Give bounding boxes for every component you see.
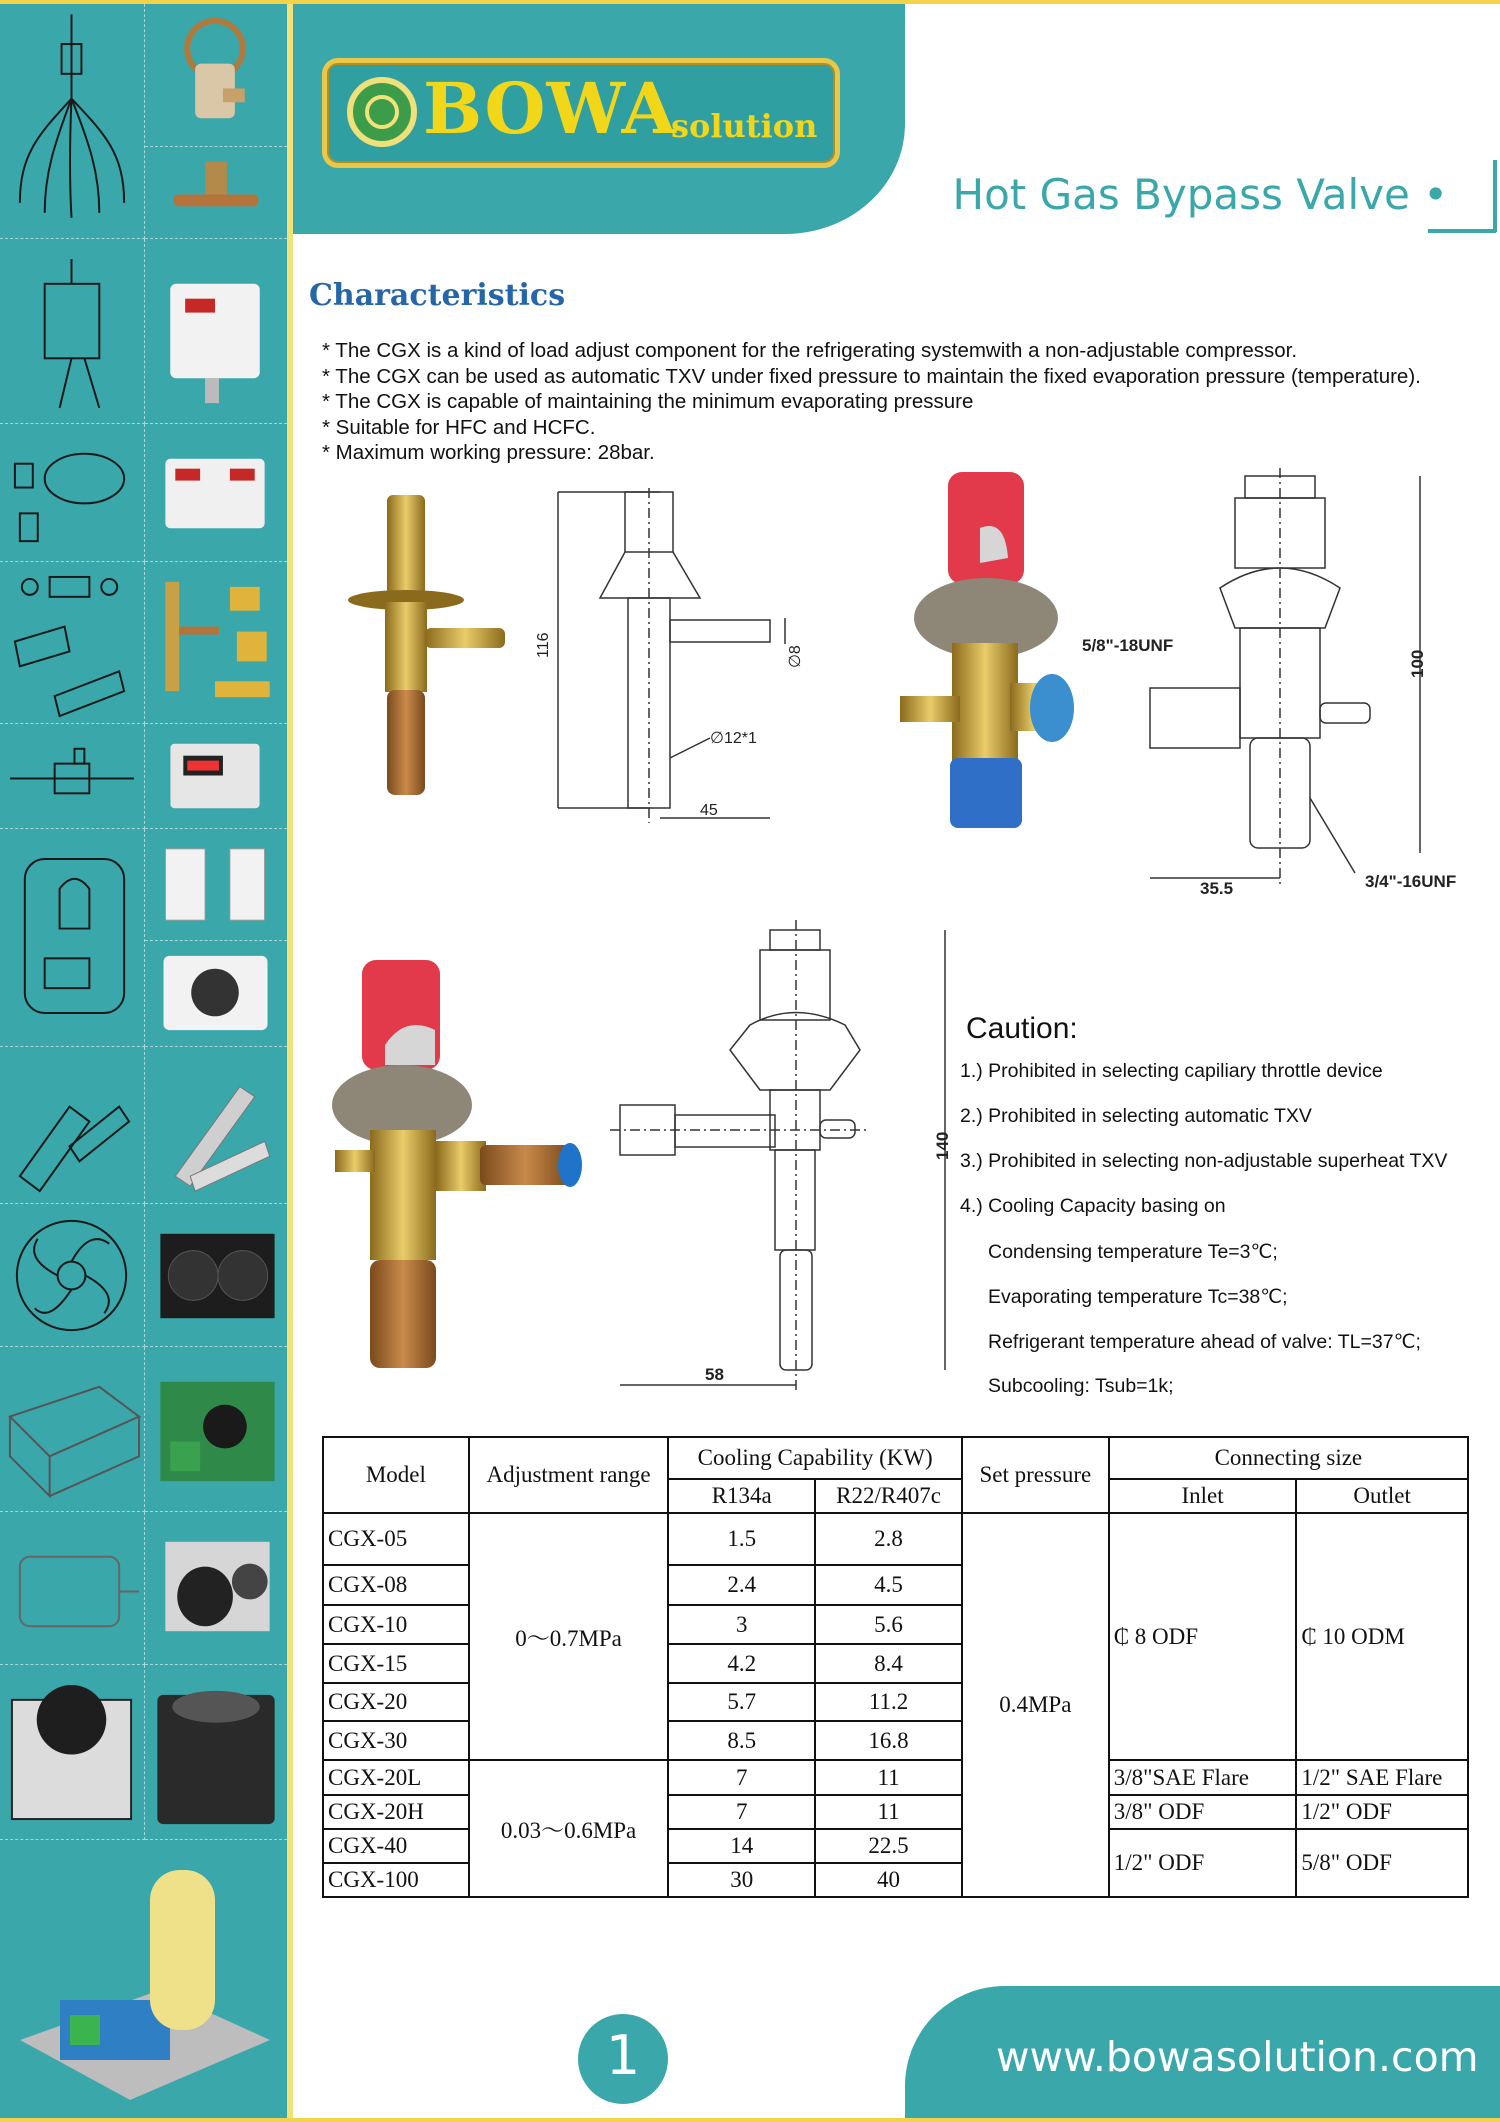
- thumb-expansion-valve-photo: [145, 4, 287, 147]
- cell-outlet: 1/2" SAE Flare: [1296, 1760, 1468, 1795]
- cell-r22: 11: [815, 1760, 962, 1795]
- dim-width: 45: [700, 802, 718, 819]
- logo-emblem-icon: [347, 77, 417, 147]
- cell-r22: 4.5: [815, 1565, 962, 1605]
- page-number: 1: [605, 2024, 641, 2087]
- cell-r134a: 30: [668, 1863, 815, 1897]
- dim-inlet-thread: 5/8"-18UNF: [1082, 636, 1174, 655]
- brand-sub: solution: [671, 107, 818, 145]
- cell-r134a: 5.7: [668, 1683, 815, 1721]
- caution-item: Evaporating temperature Tc=38℃;: [988, 1286, 1288, 1308]
- valve-photo-large: [330, 955, 590, 1375]
- thumb-phase-relays: [145, 829, 287, 941]
- cell-inlet: 1/2" ODF: [1109, 1829, 1297, 1897]
- drawing-cgx-tall: [610, 920, 960, 1398]
- thumb-expansion-valve-drawing: [0, 4, 145, 239]
- title-accent-line: [1428, 229, 1496, 233]
- characteristic-item: * Suitable for HFC and HCFC.: [322, 415, 596, 439]
- cell-model: CGX-100: [323, 1863, 469, 1897]
- caution-item: 4.) Cooling Capacity basing on: [960, 1195, 1226, 1217]
- cell-outlet: ₵ 10 ODM: [1296, 1513, 1468, 1760]
- thumb-pressure-switch-drawing: [0, 239, 145, 424]
- header-cooling: Cooling Capability (KW): [668, 1437, 962, 1479]
- header-r22: R22/R407c: [815, 1479, 962, 1513]
- website-link[interactable]: www.bowasolution.com: [996, 2033, 1479, 2081]
- thumb-pressure-switch-photo: [145, 239, 287, 424]
- thumb-refrigeration-system: [0, 1840, 287, 2118]
- cell-outlet: 1/2" ODF: [1296, 1795, 1468, 1829]
- cell-r134a: 14: [668, 1829, 815, 1863]
- cell-r134a: 4.2: [668, 1644, 815, 1683]
- caution-item: 3.) Prohibited in selecting non-adjustable superheat TXV: [960, 1150, 1448, 1172]
- characteristic-item: * Maximum working pressure: 28bar.: [322, 441, 655, 464]
- cell-model: CGX-08: [323, 1565, 469, 1605]
- drawing-cgx-small: [535, 488, 820, 828]
- thumb-condenser-coil: [145, 1204, 287, 1347]
- thumb-condensing-unit: [145, 1347, 287, 1512]
- dim-width: 35.5: [1200, 879, 1234, 898]
- dim-pipe: ∅12*1: [710, 730, 757, 747]
- cell-model: CGX-20: [323, 1683, 469, 1721]
- brand-name: BOWA: [423, 67, 677, 150]
- page-title: Hot Gas Bypass Valve •: [952, 170, 1448, 219]
- caution-title: Caution:: [966, 1012, 1078, 1045]
- thumb-evaporator-unit: [145, 941, 287, 1047]
- cell-r22: 8.4: [815, 1644, 962, 1683]
- thumb-fittings-drawing: [0, 562, 145, 724]
- cell-r22: 16.8: [815, 1721, 962, 1760]
- cell-model: CGX-20H: [323, 1795, 469, 1829]
- cell-adjustment: 0.03～0.6MPa: [469, 1760, 669, 1897]
- bullet-icon: •: [1423, 170, 1448, 219]
- thumb-brass-fittings: [145, 562, 287, 724]
- dim-outlet: ∅8: [787, 645, 804, 668]
- caution-item: Subcooling: Tsub=1k;: [988, 1375, 1174, 1397]
- table-row: [323, 1760, 1468, 1795]
- cell-model: CGX-20L: [323, 1760, 469, 1795]
- cell-r22: 22.5: [815, 1829, 962, 1863]
- header-r134a: R134a: [668, 1479, 815, 1513]
- cell-r134a: 7: [668, 1760, 815, 1795]
- cell-r22: 11: [815, 1795, 962, 1829]
- characteristics-list: [322, 338, 1421, 466]
- cell-r22: 40: [815, 1863, 962, 1897]
- cell-r22: 11.2: [815, 1683, 962, 1721]
- cell-set-pressure: 0.4MPa: [962, 1513, 1109, 1897]
- characteristic-item: * The CGX can be used as automatic TXV under fixed pressure to maintain the fixed evaporation pressure (temperature).: [322, 364, 1421, 388]
- caution-item: 1.) Prohibited in selecting capiliary throttle device: [960, 1060, 1383, 1082]
- spec-table: [322, 1436, 1469, 1898]
- dim-width: 58: [705, 1365, 724, 1384]
- characteristics-heading: Characteristics: [309, 278, 566, 313]
- cell-model: CGX-30: [323, 1721, 469, 1760]
- caution-item: Condensing temperature Te=3℃;: [988, 1241, 1278, 1263]
- brand-logo: [322, 58, 840, 168]
- cell-inlet: 3/8"SAE Flare: [1109, 1760, 1297, 1795]
- thumb-hinge-drawing: [0, 1047, 145, 1204]
- cell-r134a: 8.5: [668, 1721, 815, 1760]
- thumb-hinge-photo: [145, 1047, 287, 1204]
- header-connecting: Connecting size: [1109, 1437, 1468, 1479]
- header-inlet: Inlet: [1109, 1479, 1297, 1513]
- thumb-motor-drawing: [0, 1512, 145, 1665]
- thumb-capillary-drawing: [0, 424, 145, 562]
- cell-r134a: 7: [668, 1795, 815, 1829]
- thumb-temperature-controller: [145, 724, 287, 829]
- dim-height: 116: [535, 632, 552, 658]
- characteristic-item: * The CGX is capable of maintaining the minimum evaporating pressure: [322, 390, 974, 413]
- cell-model: CGX-10: [323, 1605, 469, 1644]
- thumb-mini-condensing-unit: [145, 1512, 287, 1665]
- characteristic-item: * The CGX is a kind of load adjust component for the refrigerating systemwith a non-adjustable compressor.: [322, 339, 1298, 362]
- thumb-fan-drawing: [0, 1204, 145, 1347]
- caution-item: 2.) Prohibited in selecting automatic TXV: [960, 1105, 1312, 1127]
- thumb-solenoid-valve: [145, 147, 287, 239]
- valve-photo-red-cap: [890, 468, 1080, 833]
- cell-r22: 5.6: [815, 1605, 962, 1644]
- valve-photo-small: [345, 490, 520, 800]
- cell-adjustment: 0～0.7MPa: [469, 1513, 669, 1760]
- thumb-compressor-drawing: [0, 829, 145, 1047]
- product-sidebar: [0, 4, 293, 2118]
- cell-r22: 2.8: [815, 1513, 962, 1565]
- drawing-cgx-large: [1075, 468, 1475, 900]
- cell-inlet: ₵ 8 ODF: [1109, 1513, 1297, 1760]
- cell-model: CGX-05: [323, 1513, 469, 1565]
- cell-r134a: 2.4: [668, 1565, 815, 1605]
- header-adjustment: Adjustment range: [469, 1437, 669, 1513]
- cell-inlet: 3/8" ODF: [1109, 1795, 1297, 1829]
- page-number-badge: [578, 2014, 668, 2104]
- cell-model: CGX-40: [323, 1829, 469, 1863]
- thumb-outdoor-unit-drawing: [0, 1665, 145, 1840]
- cell-r134a: 1.5: [668, 1513, 815, 1565]
- cell-model: CGX-15: [323, 1644, 469, 1683]
- dim-height: 140: [933, 1131, 952, 1160]
- table-row: [323, 1513, 1468, 1565]
- dim-outlet-thread: 3/4"-16UNF: [1365, 872, 1457, 891]
- thumb-heat-pump-unit: [145, 1665, 287, 1840]
- sidebar-divider: [287, 4, 293, 2118]
- header-model: Model: [323, 1437, 469, 1513]
- thumb-fan-coil-drawing: [0, 1347, 145, 1512]
- caution-item: Refrigerant temperature ahead of valve: TL=37℃;: [988, 1331, 1421, 1353]
- thumb-dual-pressure-switch: [145, 424, 287, 562]
- header-outlet: Outlet: [1296, 1479, 1468, 1513]
- cell-outlet: 5/8" ODF: [1296, 1829, 1468, 1897]
- title-accent-line: [1493, 160, 1497, 232]
- thumb-sight-glass-drawing: [0, 724, 145, 829]
- dim-height: 100: [1408, 649, 1427, 678]
- header-set-pressure: Set pressure: [962, 1437, 1109, 1513]
- bottom-border: [0, 2118, 1500, 2122]
- cell-r134a: 3: [668, 1605, 815, 1644]
